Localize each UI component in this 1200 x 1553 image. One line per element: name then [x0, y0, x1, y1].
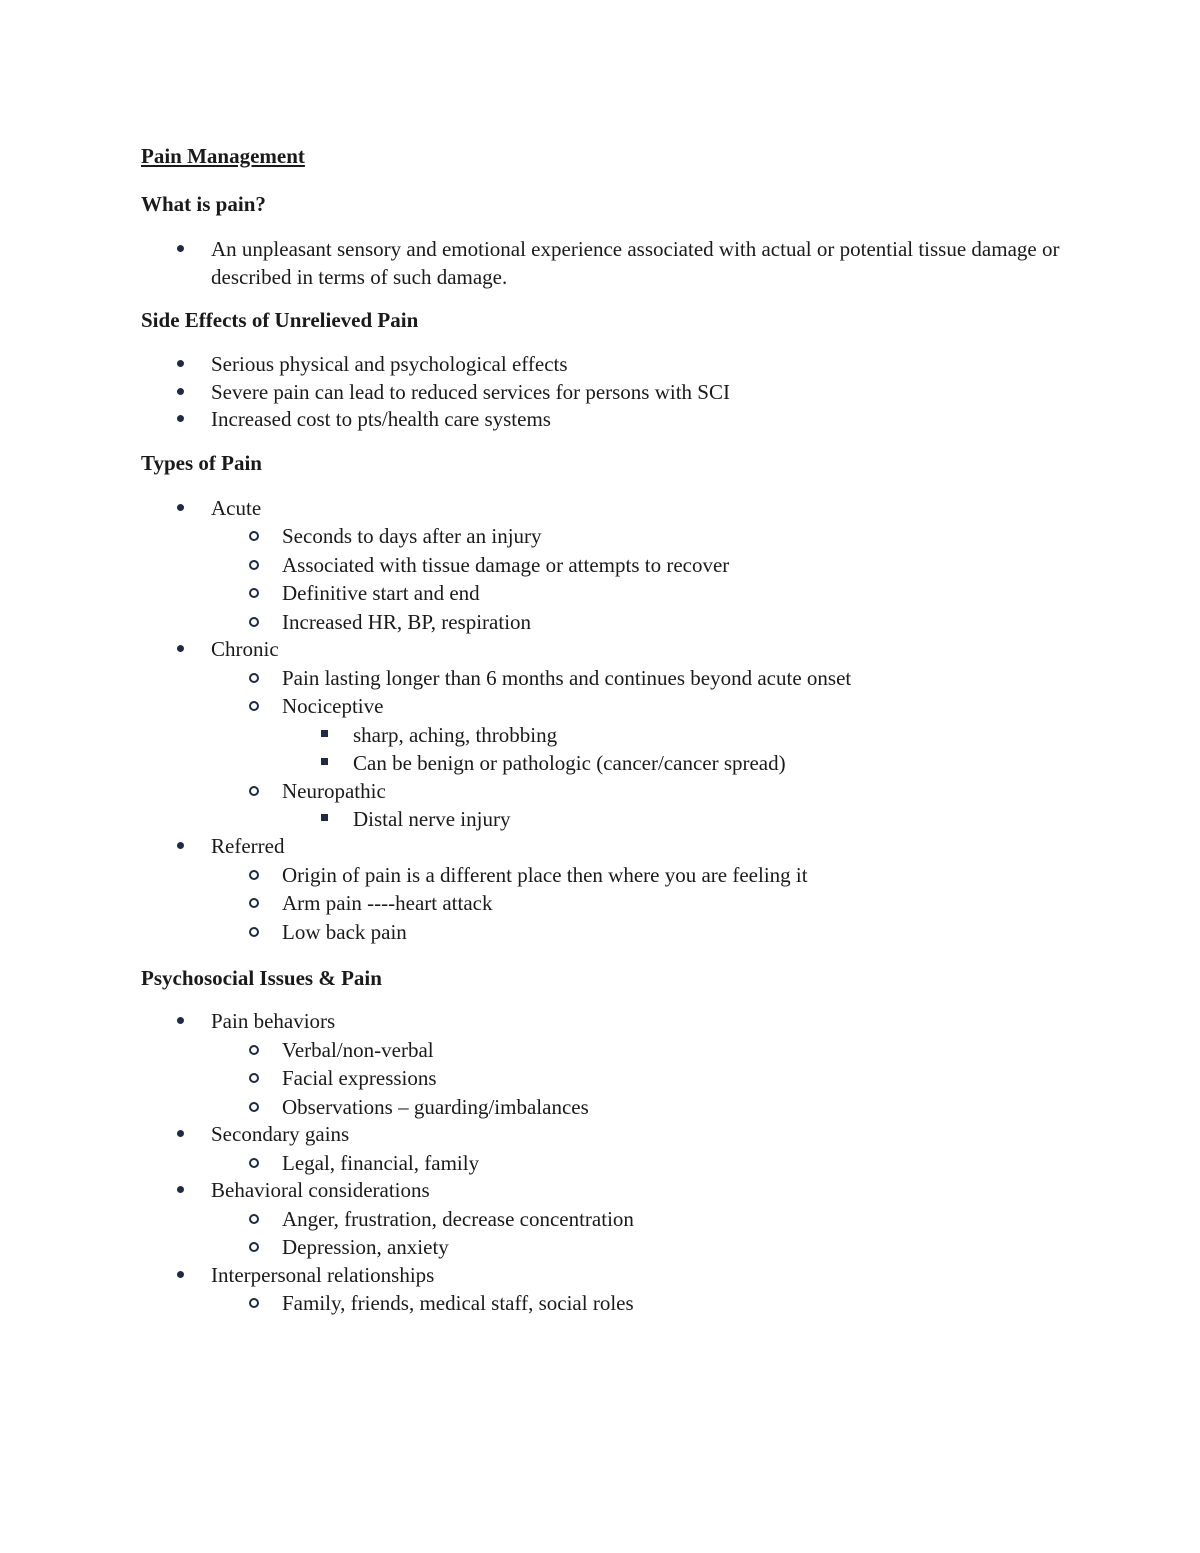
list-item-text: Interpersonal relationships [211, 1262, 435, 1287]
sub-list-item-text: Facial expressions [282, 1066, 437, 1090]
bullet-circle-icon [249, 531, 259, 541]
bullet-dot-icon [176, 1270, 185, 1279]
sub-list-item [211, 664, 1081, 693]
sub-list-item-text: Low back pain [282, 919, 407, 944]
list-item-text: An unpleasant sensory and emotional experience associated with actual or potential tissue damage or described in terms of such damage. [211, 237, 1060, 289]
bullet-circle-icon [249, 1298, 259, 1308]
sub-list-item-text: Legal, financial, family [282, 1150, 480, 1175]
list-item [141, 1177, 1081, 1262]
neuropathic-sublist [282, 805, 1081, 833]
list-item-referred [141, 833, 1081, 946]
list-item-acute [141, 495, 1081, 637]
sub-sub-list-item [282, 721, 1081, 749]
list-item [141, 1262, 1081, 1318]
sub-list-item-neuropathic [211, 777, 1081, 834]
bullet-circle-icon [249, 1214, 259, 1224]
list-item-text: Secondary gains [211, 1122, 350, 1146]
sub-list-item-text: Verbal/non-verbal [282, 1037, 434, 1062]
document-title: Pain Management [141, 144, 305, 168]
bullet-circle-icon [249, 588, 259, 598]
sub-list-item [211, 1233, 1081, 1262]
sub-list-item-nociceptive [211, 692, 1081, 777]
secondary-gains-sublist [211, 1149, 1081, 1178]
sub-list-item-text: Origin of pain is a different place then where you are feeling it [282, 862, 808, 887]
types-of-pain-list [141, 495, 1081, 947]
bullet-circle-icon [249, 786, 259, 796]
sub-list-item-text: Observations – guarding/imbalances [282, 1094, 589, 1119]
bullet-square-icon [321, 758, 328, 765]
section-heading-side-effects: Side Effects of Unrelieved Pain [141, 308, 419, 332]
sub-list-item [211, 1289, 1081, 1318]
sub-sub-list-item-text: Distal nerve injury [353, 807, 511, 831]
sub-sub-list-item [282, 749, 1081, 777]
sub-list-item-text: Anger, frustration, decrease concentration [282, 1206, 634, 1231]
bullet-circle-icon [249, 673, 259, 683]
pain-behaviors-sublist [211, 1036, 1081, 1122]
list-item [141, 406, 1081, 434]
bullet-dot-icon [176, 503, 185, 512]
sub-list-item [211, 579, 1081, 608]
section-heading-what-is-pain: What is pain? [141, 192, 266, 216]
list-item-chronic [141, 636, 1081, 833]
list-item-text: Behavioral considerations [211, 1178, 430, 1202]
bullet-circle-icon [249, 617, 259, 627]
referred-sublist [211, 861, 1081, 947]
sub-list-item-text: Increased HR, BP, respiration [282, 609, 532, 634]
acute-sublist [211, 522, 1081, 636]
sub-list-item-text: Arm pain ----heart attack [282, 891, 493, 915]
bullet-circle-icon [249, 1102, 259, 1112]
bullet-circle-icon [249, 1073, 259, 1083]
bullet-circle-icon [249, 927, 259, 937]
interpersonal-sublist [211, 1289, 1081, 1318]
bullet-dot-icon [176, 1129, 185, 1138]
document-body [141, 140, 1081, 1318]
sub-list-item [211, 861, 1081, 890]
list-item [141, 236, 1081, 291]
bullet-square-icon [321, 730, 328, 737]
sub-list-item [211, 551, 1081, 580]
list-item-text: Acute [211, 495, 262, 520]
list-item [141, 379, 1081, 407]
list-item [141, 1121, 1081, 1177]
sub-list-item [211, 918, 1081, 947]
side-effects-list [141, 351, 1081, 434]
bullet-circle-icon [249, 1242, 259, 1252]
chronic-sublist [211, 664, 1081, 834]
list-item-text: Chronic [211, 637, 279, 661]
sub-list-item-text: Pain lasting longer than 6 months and continues beyond acute onset [282, 665, 852, 690]
nociceptive-sublist [282, 721, 1081, 777]
list-item [141, 1008, 1081, 1121]
bullet-dot-icon [176, 414, 185, 423]
sub-list-item [211, 608, 1081, 637]
list-item-text: Severe pain can lead to reduced services for persons with SCI [211, 379, 730, 404]
bullet-circle-icon [249, 1045, 259, 1055]
bullet-dot-icon [176, 1185, 185, 1194]
sub-list-item [211, 522, 1081, 551]
bullet-dot-icon [176, 359, 185, 368]
list-item-text: Increased cost to pts/health care systems [211, 407, 551, 431]
bullet-dot-icon [176, 244, 185, 253]
sub-sub-list-item [282, 805, 1081, 833]
sub-list-item-text: Associated with tissue damage or attempts to recover [282, 552, 730, 577]
behavioral-considerations-sublist [211, 1205, 1081, 1262]
what-is-pain-list [141, 236, 1081, 291]
sub-list-item-text: Nociceptive [282, 694, 384, 718]
sub-sub-list-item-text: Can be benign or pathologic (cancer/cancer spread) [353, 750, 786, 775]
bullet-circle-icon [249, 1158, 259, 1168]
list-item-text: Pain behaviors [211, 1009, 336, 1033]
sub-list-item-text: Definitive start and end [282, 581, 480, 605]
sub-list-item [211, 1064, 1081, 1093]
sub-sub-list-item-text: sharp, aching, throbbing [353, 722, 558, 747]
sub-list-item [211, 1149, 1081, 1178]
bullet-dot-icon [176, 387, 185, 396]
bullet-dot-icon [176, 1016, 185, 1025]
sub-list-item-text: Depression, anxiety [282, 1235, 449, 1259]
list-item-text: Serious physical and psychological effects [211, 352, 568, 376]
sub-list-item [211, 889, 1081, 918]
bullet-circle-icon [249, 870, 259, 880]
sub-list-item [211, 1205, 1081, 1234]
bullet-square-icon [321, 814, 328, 821]
sub-list-item [211, 1093, 1081, 1122]
bullet-circle-icon [249, 560, 259, 570]
sub-list-item [211, 1036, 1081, 1065]
bullet-circle-icon [249, 701, 259, 711]
section-heading-types-of-pain: Types of Pain [141, 450, 262, 475]
list-item-text: Referred [211, 834, 285, 858]
psychosocial-list [141, 1008, 1081, 1318]
sub-list-item-text: Family, friends, medical staff, social roles [282, 1291, 634, 1315]
section-heading-psychosocial: Psychosocial Issues & Pain [141, 966, 382, 990]
sub-list-item-text: Seconds to days after an injury [282, 524, 542, 548]
list-item [141, 351, 1081, 379]
sub-list-item-text: Neuropathic [282, 778, 386, 803]
bullet-circle-icon [249, 898, 259, 908]
bullet-dot-icon [176, 841, 185, 850]
bullet-dot-icon [176, 644, 185, 653]
